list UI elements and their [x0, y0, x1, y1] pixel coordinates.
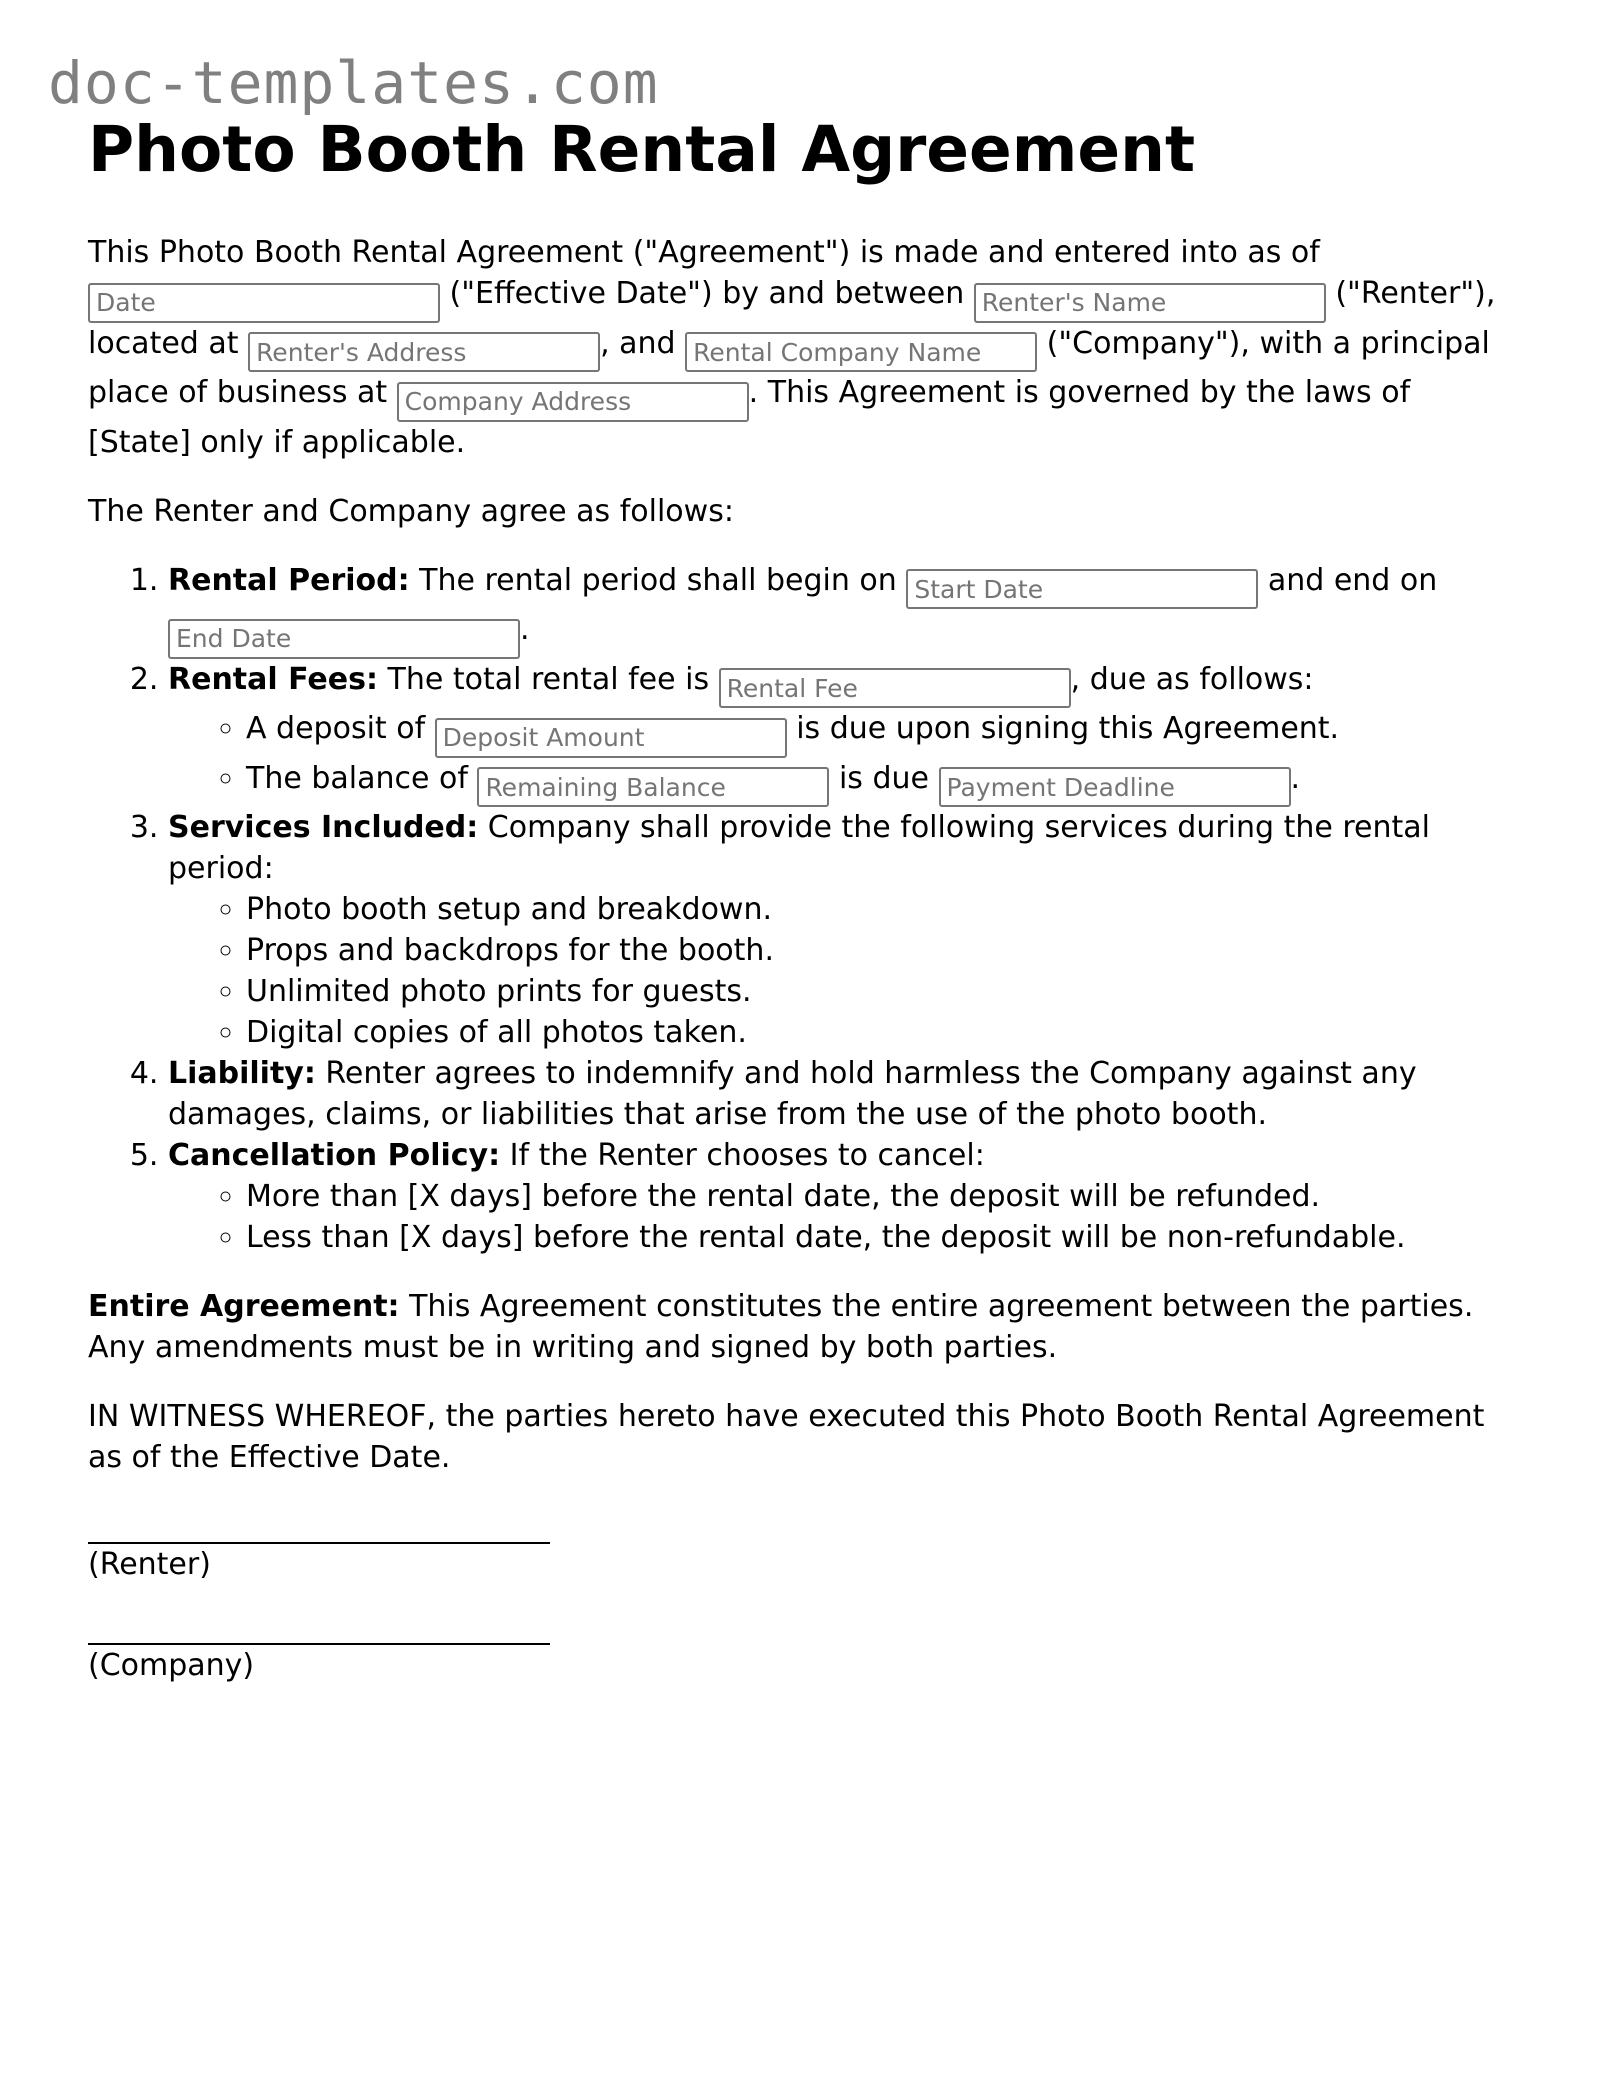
clause-heading: Rental Fees:: [168, 661, 378, 697]
clause-text: .: [520, 612, 530, 647]
deposit-amount-input[interactable]: [435, 718, 787, 758]
end-date-input[interactable]: [168, 619, 520, 659]
item-text: is due: [829, 760, 939, 796]
intro-text: This Photo Booth Rental Agreement ("Agreement") is made and entered into as of: [88, 235, 1320, 270]
clause-list: [88, 560, 1498, 1259]
entire-agreement-paragraph: [88, 1286, 1498, 1368]
remaining-balance-input[interactable]: [477, 767, 829, 807]
clause-text: The total rental fee is: [377, 661, 719, 697]
list-item: ◦ Photo booth setup and breakdown.: [246, 889, 1498, 930]
list-item: ◦ Less than [X days] before the rental date, the deposit will be non-refundable.: [246, 1217, 1498, 1258]
list-item: [246, 708, 1498, 758]
item-text: The balance of: [246, 760, 478, 796]
clause-text: Company shall provide the following services during the rental period:: [168, 810, 1431, 886]
signature-block: [88, 1506, 1498, 1686]
item-text: A deposit of: [246, 711, 435, 746]
item-text: .: [1290, 760, 1301, 796]
renter-address-input[interactable]: [248, 332, 600, 372]
cancellation-sublist: [168, 1176, 1498, 1258]
list-item: ◦ Digital copies of all photos taken.: [246, 1012, 1498, 1053]
company-signature-label: (Company): [88, 1648, 255, 1683]
intro-text: . This Agreement is governed by the laws of [State] only if applicable.: [88, 375, 1411, 460]
clause-cancellation: [168, 1135, 1498, 1258]
intro-text: ("Renter"), located at: [88, 276, 1496, 361]
intro-text: ("Company"), with a principal place of business at: [88, 325, 1490, 410]
clause-heading: Rental Period:: [168, 562, 410, 598]
clause-text: and end on: [1258, 562, 1438, 598]
clause-text: If the Renter chooses to cancel:: [500, 1138, 985, 1173]
rental-fee-input[interactable]: [719, 668, 1071, 708]
clause-services: [168, 807, 1498, 1053]
services-sublist: [168, 889, 1498, 1053]
page-title: Photo Booth Rental Agreement: [88, 113, 1196, 186]
intro-text: , and: [600, 325, 686, 361]
clause-rental-period: [168, 560, 1498, 659]
list-item: ◦ Props and backdrops for the booth.: [246, 930, 1498, 971]
clause-text: Renter agrees to indemnify and hold harmless the Company against any damages, claims, or liabilities that arise from the use of the photo booth.: [168, 1056, 1417, 1132]
list-item: ◦ More than [X days] before the rental date, the deposit will be refunded.: [246, 1176, 1498, 1217]
list-item: ◦ Unlimited photo prints for guests.: [246, 971, 1498, 1012]
item-text: is due upon signing this Agreement.: [786, 711, 1340, 746]
clause-liability: [168, 1053, 1498, 1135]
company-signature-line: [88, 1607, 550, 1645]
company-address-input[interactable]: [397, 382, 749, 422]
renter-signature-label: (Renter): [88, 1547, 211, 1582]
clause-heading: Cancellation Policy:: [168, 1138, 501, 1173]
renter-name-input[interactable]: [974, 283, 1326, 323]
section-text: This Agreement constitutes the entire agreement between the parties. Any amendments must be in writing and signed by both parties.: [88, 1289, 1474, 1365]
section-heading: Entire Agreement:: [88, 1289, 400, 1324]
payment-deadline-input[interactable]: [939, 767, 1291, 807]
document: [88, 112, 1498, 1708]
clause-text: The rental period shall begin on: [409, 562, 907, 598]
intro-text: ("Effective Date") by and between: [440, 276, 974, 311]
list-item: [246, 758, 1498, 808]
date-input[interactable]: [88, 283, 440, 323]
agree-text: The Renter and Company agree as follows:: [88, 493, 734, 529]
clause-rental-fees: [168, 659, 1498, 808]
clause-heading: Services Included:: [168, 810, 479, 845]
clause-text: , due as follows:: [1070, 661, 1314, 697]
renter-signature-line: [88, 1506, 550, 1544]
intro-paragraph: [88, 232, 1498, 463]
clause-heading: Liability:: [168, 1056, 316, 1091]
witness-paragraph: IN WITNESS WHEREOF, the parties hereto have executed this Photo Booth Rental Agreement as of the Effective Date.: [88, 1399, 1485, 1475]
company-name-input[interactable]: [685, 332, 1037, 372]
fee-sublist: [168, 708, 1498, 807]
start-date-input[interactable]: [906, 569, 1258, 609]
watermark: doc-templates.com: [48, 49, 659, 117]
